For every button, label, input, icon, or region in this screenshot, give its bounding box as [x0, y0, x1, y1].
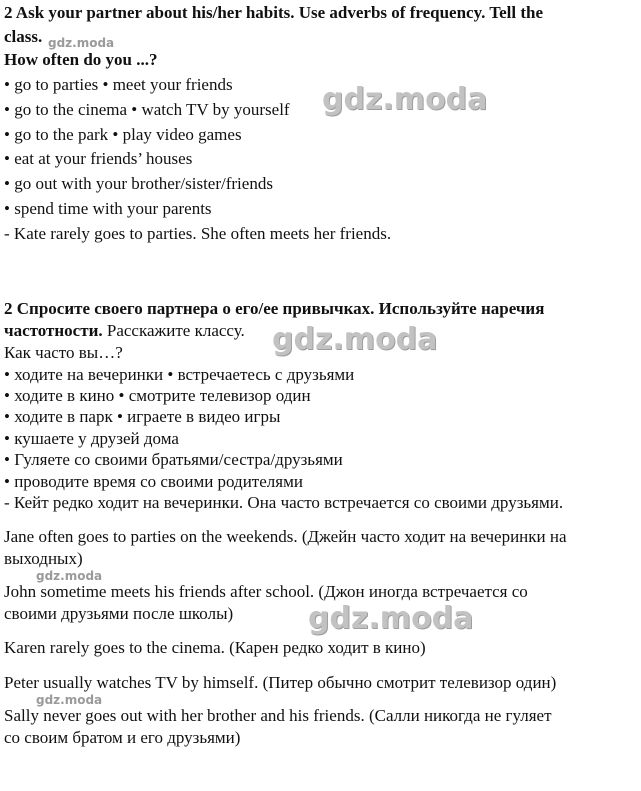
english-task-title-line1: 2 Ask your partner about his/her habits. Use adverbs of frequency. Tell the	[4, 3, 544, 22]
russian-item-1: • ходите на вечеринки • встречаетесь с друзьями	[4, 365, 355, 384]
english-item-1: • go to parties • meet your friends	[4, 75, 233, 94]
russian-title-bold: частотности.	[4, 321, 103, 340]
russian-task-title-line2	[4, 320, 245, 342]
russian-item-5: • Гуляете со своими братьями/сестра/друзьями	[4, 450, 343, 469]
english-item-2: • go to the cinema • watch TV by yourself	[4, 100, 290, 119]
watermark-small-2: gdz.moda	[36, 569, 103, 583]
watermark-big-1: gdz.moda	[322, 82, 488, 117]
russian-item-3: • ходите в парк • играете в видео игры	[4, 407, 281, 426]
watermark-big-3: gdz.moda	[308, 601, 474, 636]
answer-1-line1: Jane often goes to parties on the weekends. (Джейн часто ходит на вечеринки на	[4, 527, 567, 546]
russian-question: Как часто вы…?	[4, 343, 123, 362]
english-question: How often do you ...?	[4, 50, 158, 69]
russian-task-title-line1: 2 Спросите своего партнера о его/ее привычках. Используйте наречия	[4, 299, 545, 318]
answer-2-line1: John sometime meets his friends after school. (Джон иногда встречается со	[4, 582, 528, 601]
russian-item-6: • проводите время со своими родителями	[4, 472, 303, 491]
english-task-title-line2: class.	[4, 27, 43, 46]
watermark-small-1: gdz.moda	[48, 36, 115, 50]
answer-1-line2: выходных)	[4, 549, 83, 568]
watermark-big-2: gdz.moda	[272, 322, 438, 357]
answer-4: Peter usually watches TV by himself. (Питер обычно смотрит телевизор один)	[4, 673, 557, 692]
english-example: - Kate rarely goes to parties. She often meets her friends.	[4, 224, 392, 243]
watermark-small-3: gdz.moda	[36, 693, 103, 707]
russian-example: - Кейт редко ходит на вечеринки. Она часто встречается со своими друзьями.	[4, 493, 564, 512]
russian-item-2: • ходите в кино • смотрите телевизор один	[4, 386, 311, 405]
answer-5-line1: Sally never goes out with her brother and his friends. (Салли никогда не гуляет	[4, 706, 552, 725]
english-item-6: • spend time with your parents	[4, 199, 212, 218]
russian-item-4: • кушаете у друзей дома	[4, 429, 179, 448]
russian-title-rest: Расскажите классу.	[102, 321, 245, 340]
answer-3: Karen rarely goes to the cinema. (Карен редко ходит в кино)	[4, 638, 426, 657]
english-item-3: • go to the park • play video games	[4, 125, 242, 144]
english-item-4: • eat at your friends’ houses	[4, 149, 193, 168]
answer-5-line2: со своим братом и его друзьями)	[4, 728, 241, 747]
answer-2-line2: своими друзьями после школы)	[4, 604, 234, 623]
english-item-5: • go out with your brother/sister/friends	[4, 174, 273, 193]
